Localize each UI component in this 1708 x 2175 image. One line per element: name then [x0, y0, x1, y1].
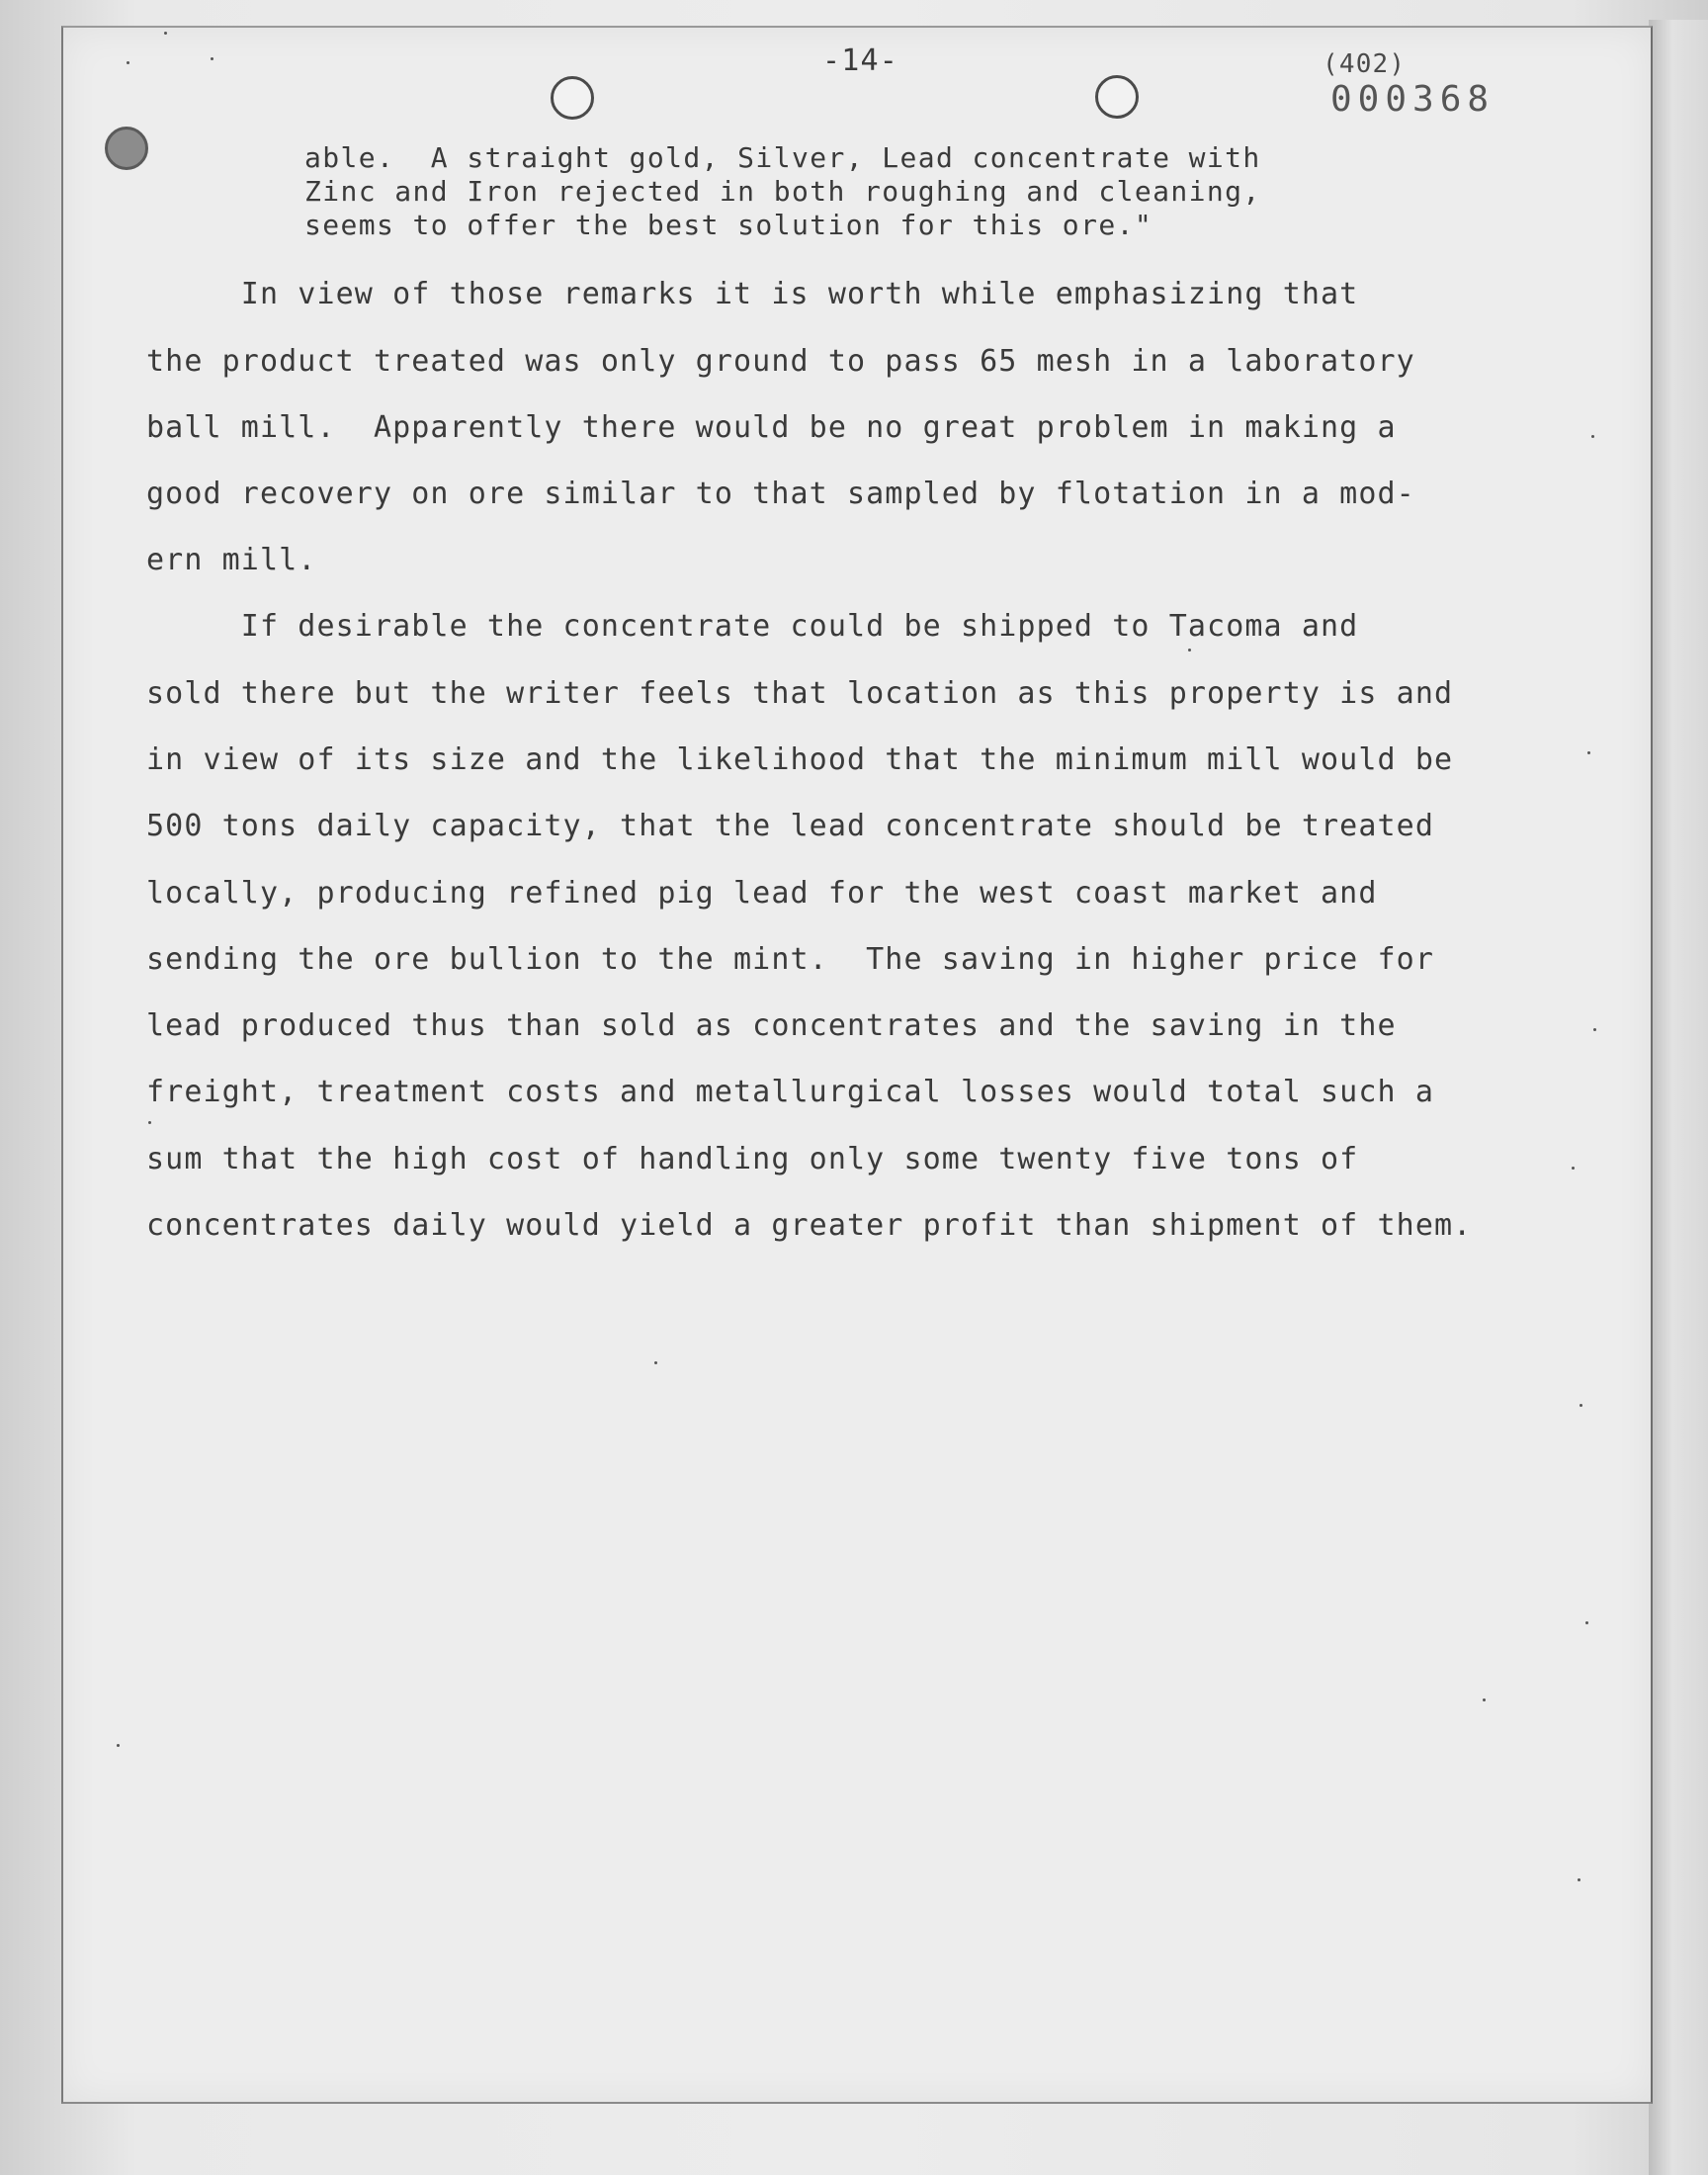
scan-speck: [211, 57, 214, 60]
body-line: the product treated was only ground to pass 65 mesh in a laboratory: [146, 344, 1415, 379]
quote-line: Zinc and Iron rejected in both roughing and cleaning,: [304, 175, 1261, 208]
scan-speck: [117, 1744, 120, 1747]
scan-speck: [164, 32, 167, 35]
reference-number: (402): [1323, 49, 1407, 79]
scan-speck: [1580, 1404, 1582, 1407]
scan-speck: [1572, 1167, 1575, 1170]
document-page: [61, 26, 1653, 2104]
body-line: ern mill.: [146, 543, 317, 577]
scan-speck: [1188, 649, 1191, 652]
scan-speck: [1578, 1878, 1580, 1881]
page-number: -14-: [822, 44, 899, 78]
page-edge-shadow: [1649, 20, 1708, 2175]
punch-hole-center-left: [551, 76, 594, 120]
body-line: If desirable the concentrate could be shipped to Tacoma and: [146, 609, 1359, 644]
body-line: lead produced thus than sold as concentrates and the saving in the: [146, 1008, 1397, 1043]
body-line: ball mill. Apparently there would be no great problem in making a: [146, 410, 1397, 445]
punch-hole-left: [105, 127, 148, 170]
body-line: in view of its size and the likelihood that the minimum mill would be: [146, 742, 1454, 777]
scan-speck: [127, 61, 129, 64]
quote-line: able. A straight gold, Silver, Lead concentrate with: [304, 141, 1261, 174]
body-line: good recovery on ore similar to that sampled by flotation in a mod-: [146, 477, 1415, 511]
body-line: In view of those remarks it is worth while emphasizing that: [146, 277, 1359, 311]
body-line: sold there but the writer feels that location as this property is and: [146, 676, 1454, 711]
scan-speck: [148, 1121, 151, 1124]
body-line: 500 tons daily capacity, that the lead concentrate should be treated: [146, 809, 1434, 843]
scan-speck: [654, 1361, 657, 1364]
scan-speck: [1591, 435, 1594, 438]
body-line: freight, treatment costs and metallurgical losses would total such a: [146, 1075, 1434, 1109]
body-line: sum that the high cost of handling only some twenty five tons of: [146, 1142, 1359, 1176]
body-line: locally, producing refined pig lead for the west coast market and: [146, 876, 1378, 911]
scan-speck: [1587, 751, 1590, 754]
body-line: concentrates daily would yield a greater profit than shipment of them.: [146, 1208, 1473, 1243]
scan-speck: [1483, 1698, 1486, 1701]
scan-speck: [1585, 1621, 1588, 1624]
quote-line: seems to offer the best solution for this ore.": [304, 209, 1153, 241]
body-line: sending the ore bullion to the mint. The saving in higher price for: [146, 942, 1434, 977]
scan-speck: [1593, 1028, 1596, 1031]
punch-hole-center-right: [1095, 75, 1139, 119]
document-number: 000368: [1330, 79, 1495, 120]
